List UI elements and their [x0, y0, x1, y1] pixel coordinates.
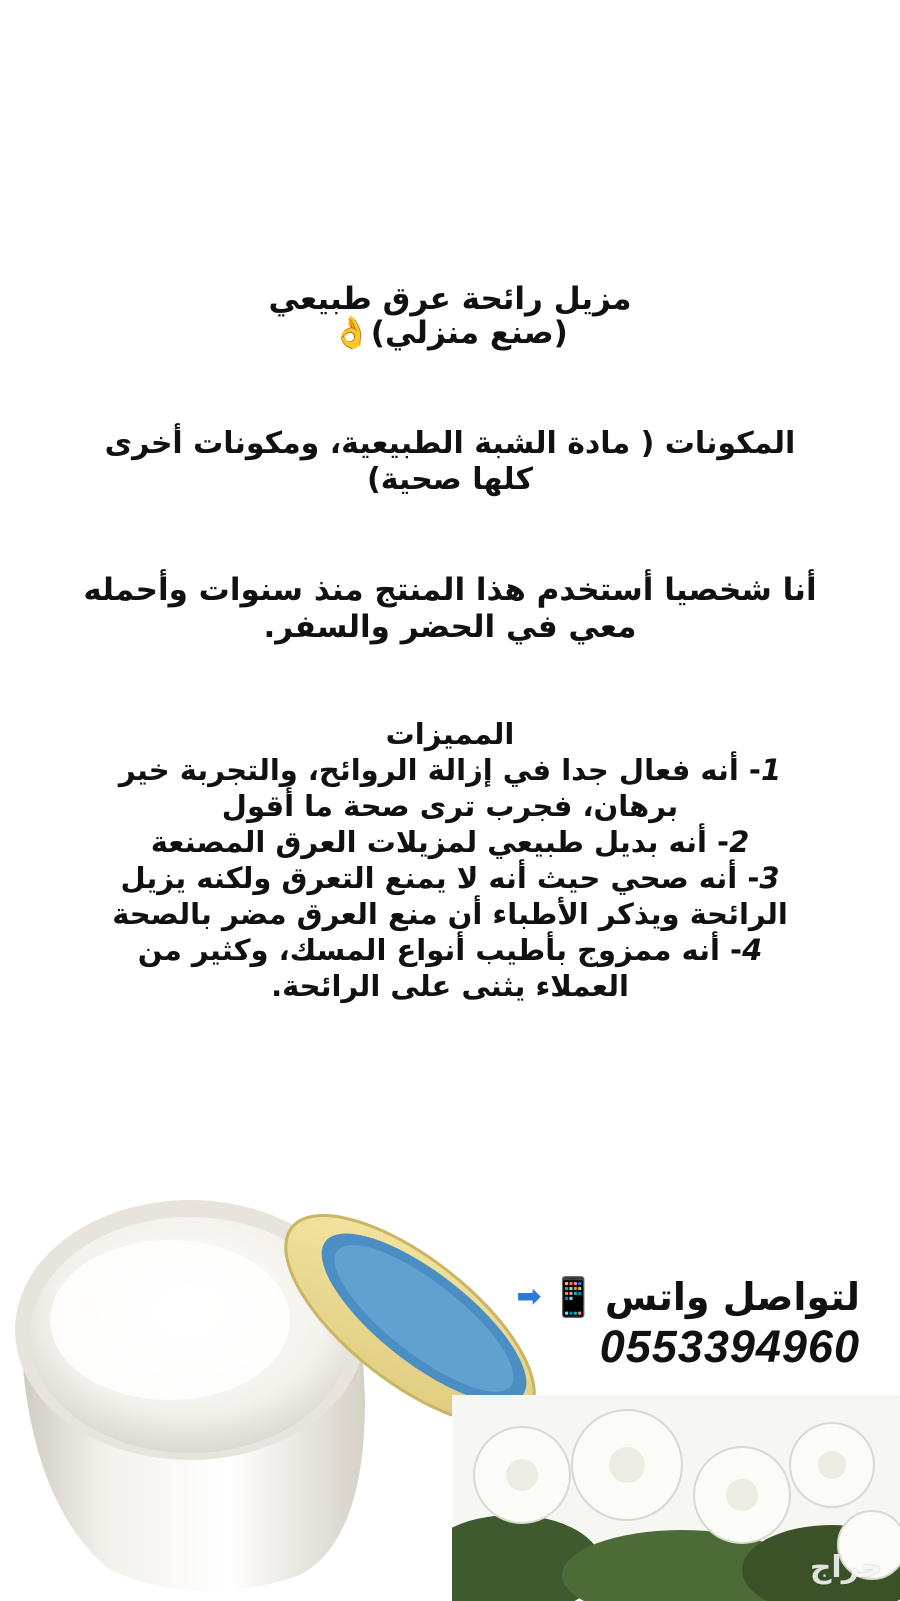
feature-item: [60, 752, 840, 824]
feature-line: - أنه ممزوج بأطيب أنواع المسك، وكثير من: [137, 933, 743, 967]
ingredients-text: [60, 426, 840, 498]
feature-line: العملاء يثنى على الرائحة.: [271, 969, 629, 1003]
feature-number: 1: [760, 753, 782, 787]
personal-line-1: أنا شخصيا أستخدم هذا المنتج منذ سنوات وأحمله: [83, 572, 817, 608]
haraj-watermark: حراج: [809, 1550, 882, 1585]
feature-line: برهان، فجرب ترى صحة ما أقول: [221, 789, 679, 823]
personal-note: [60, 572, 840, 646]
feature-line: - أنه بديل طبيعي لمزيلات العرق المصنعة: [150, 825, 730, 859]
personal-line-2: معي في الحضر والسفر.: [263, 609, 637, 645]
jasmine-flowers-image: [452, 1395, 900, 1601]
features-list: [60, 716, 840, 1004]
ingredients-line-1: المكونات ( مادة الشبة الطبيعية، ومكونات أخرى: [104, 426, 796, 461]
feature-item: [60, 860, 840, 932]
feature-item: [60, 932, 840, 1004]
mobile-phone-icon: 📱: [549, 1275, 597, 1319]
arrow-right-icon: ➡: [516, 1279, 542, 1314]
feature-line: - أنه فعال جدا في إزالة الروائح، والتجربة خير: [118, 753, 761, 787]
ingredients-line-2: كلها صحية): [367, 462, 533, 497]
feature-number: 4: [742, 933, 763, 967]
feature-number: 2: [729, 825, 750, 859]
product-title: [60, 282, 840, 350]
feature-line: الرائحة ويذكر الأطباء أن منع العرق مضر بالصحة: [112, 897, 788, 931]
feature-item: [60, 824, 840, 860]
title-line-2: (صنع منزلي)👌: [332, 315, 568, 351]
contact-label: لتواصل واتس: [604, 1275, 860, 1319]
phone-number[interactable]: 0553394960: [599, 1321, 860, 1372]
features-heading: المميزات: [385, 717, 515, 751]
title-line-1: مزيل رائحة عرق طبيعي: [268, 281, 632, 317]
contact-section: [500, 1275, 860, 1373]
whatsapp-contact: [500, 1275, 860, 1319]
feature-line: - أنه صحي حيث أنه لا يمنع التعرق ولكنه يزيل: [120, 861, 760, 895]
feature-number: 3: [759, 861, 780, 895]
